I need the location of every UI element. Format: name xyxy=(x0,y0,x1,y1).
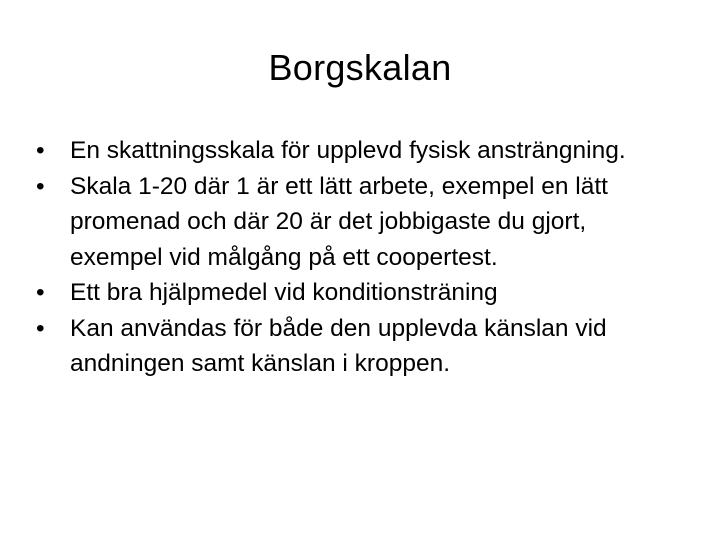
bullet-item xyxy=(36,169,676,276)
bullet-icon: • xyxy=(36,279,45,306)
bullet-item xyxy=(36,275,676,311)
bullet-item xyxy=(36,311,676,382)
bullet-icon: • xyxy=(36,172,45,200)
bullet-text: Kan användas för både den upplevda känslan vid andningen samt känslan i kroppen. xyxy=(70,314,607,377)
bullet-text: En skattningsskala för upplevd fysisk ansträngning. xyxy=(70,137,626,164)
bullet-list xyxy=(36,133,676,382)
bullet-icon: • xyxy=(36,314,45,342)
bullet-text: Ett bra hjälpmedel vid konditionsträning xyxy=(70,279,498,306)
bullet-icon: • xyxy=(36,137,45,164)
slide-title: Borgskalan xyxy=(268,47,452,88)
bullet-item xyxy=(36,133,676,169)
bullet-text: Skala 1-20 där 1 är ett lätt arbete, exempel en lätt promenad och där 20 är det jobbigaste du gjort, exempel vid målgång på ett coopertest. xyxy=(70,172,608,271)
